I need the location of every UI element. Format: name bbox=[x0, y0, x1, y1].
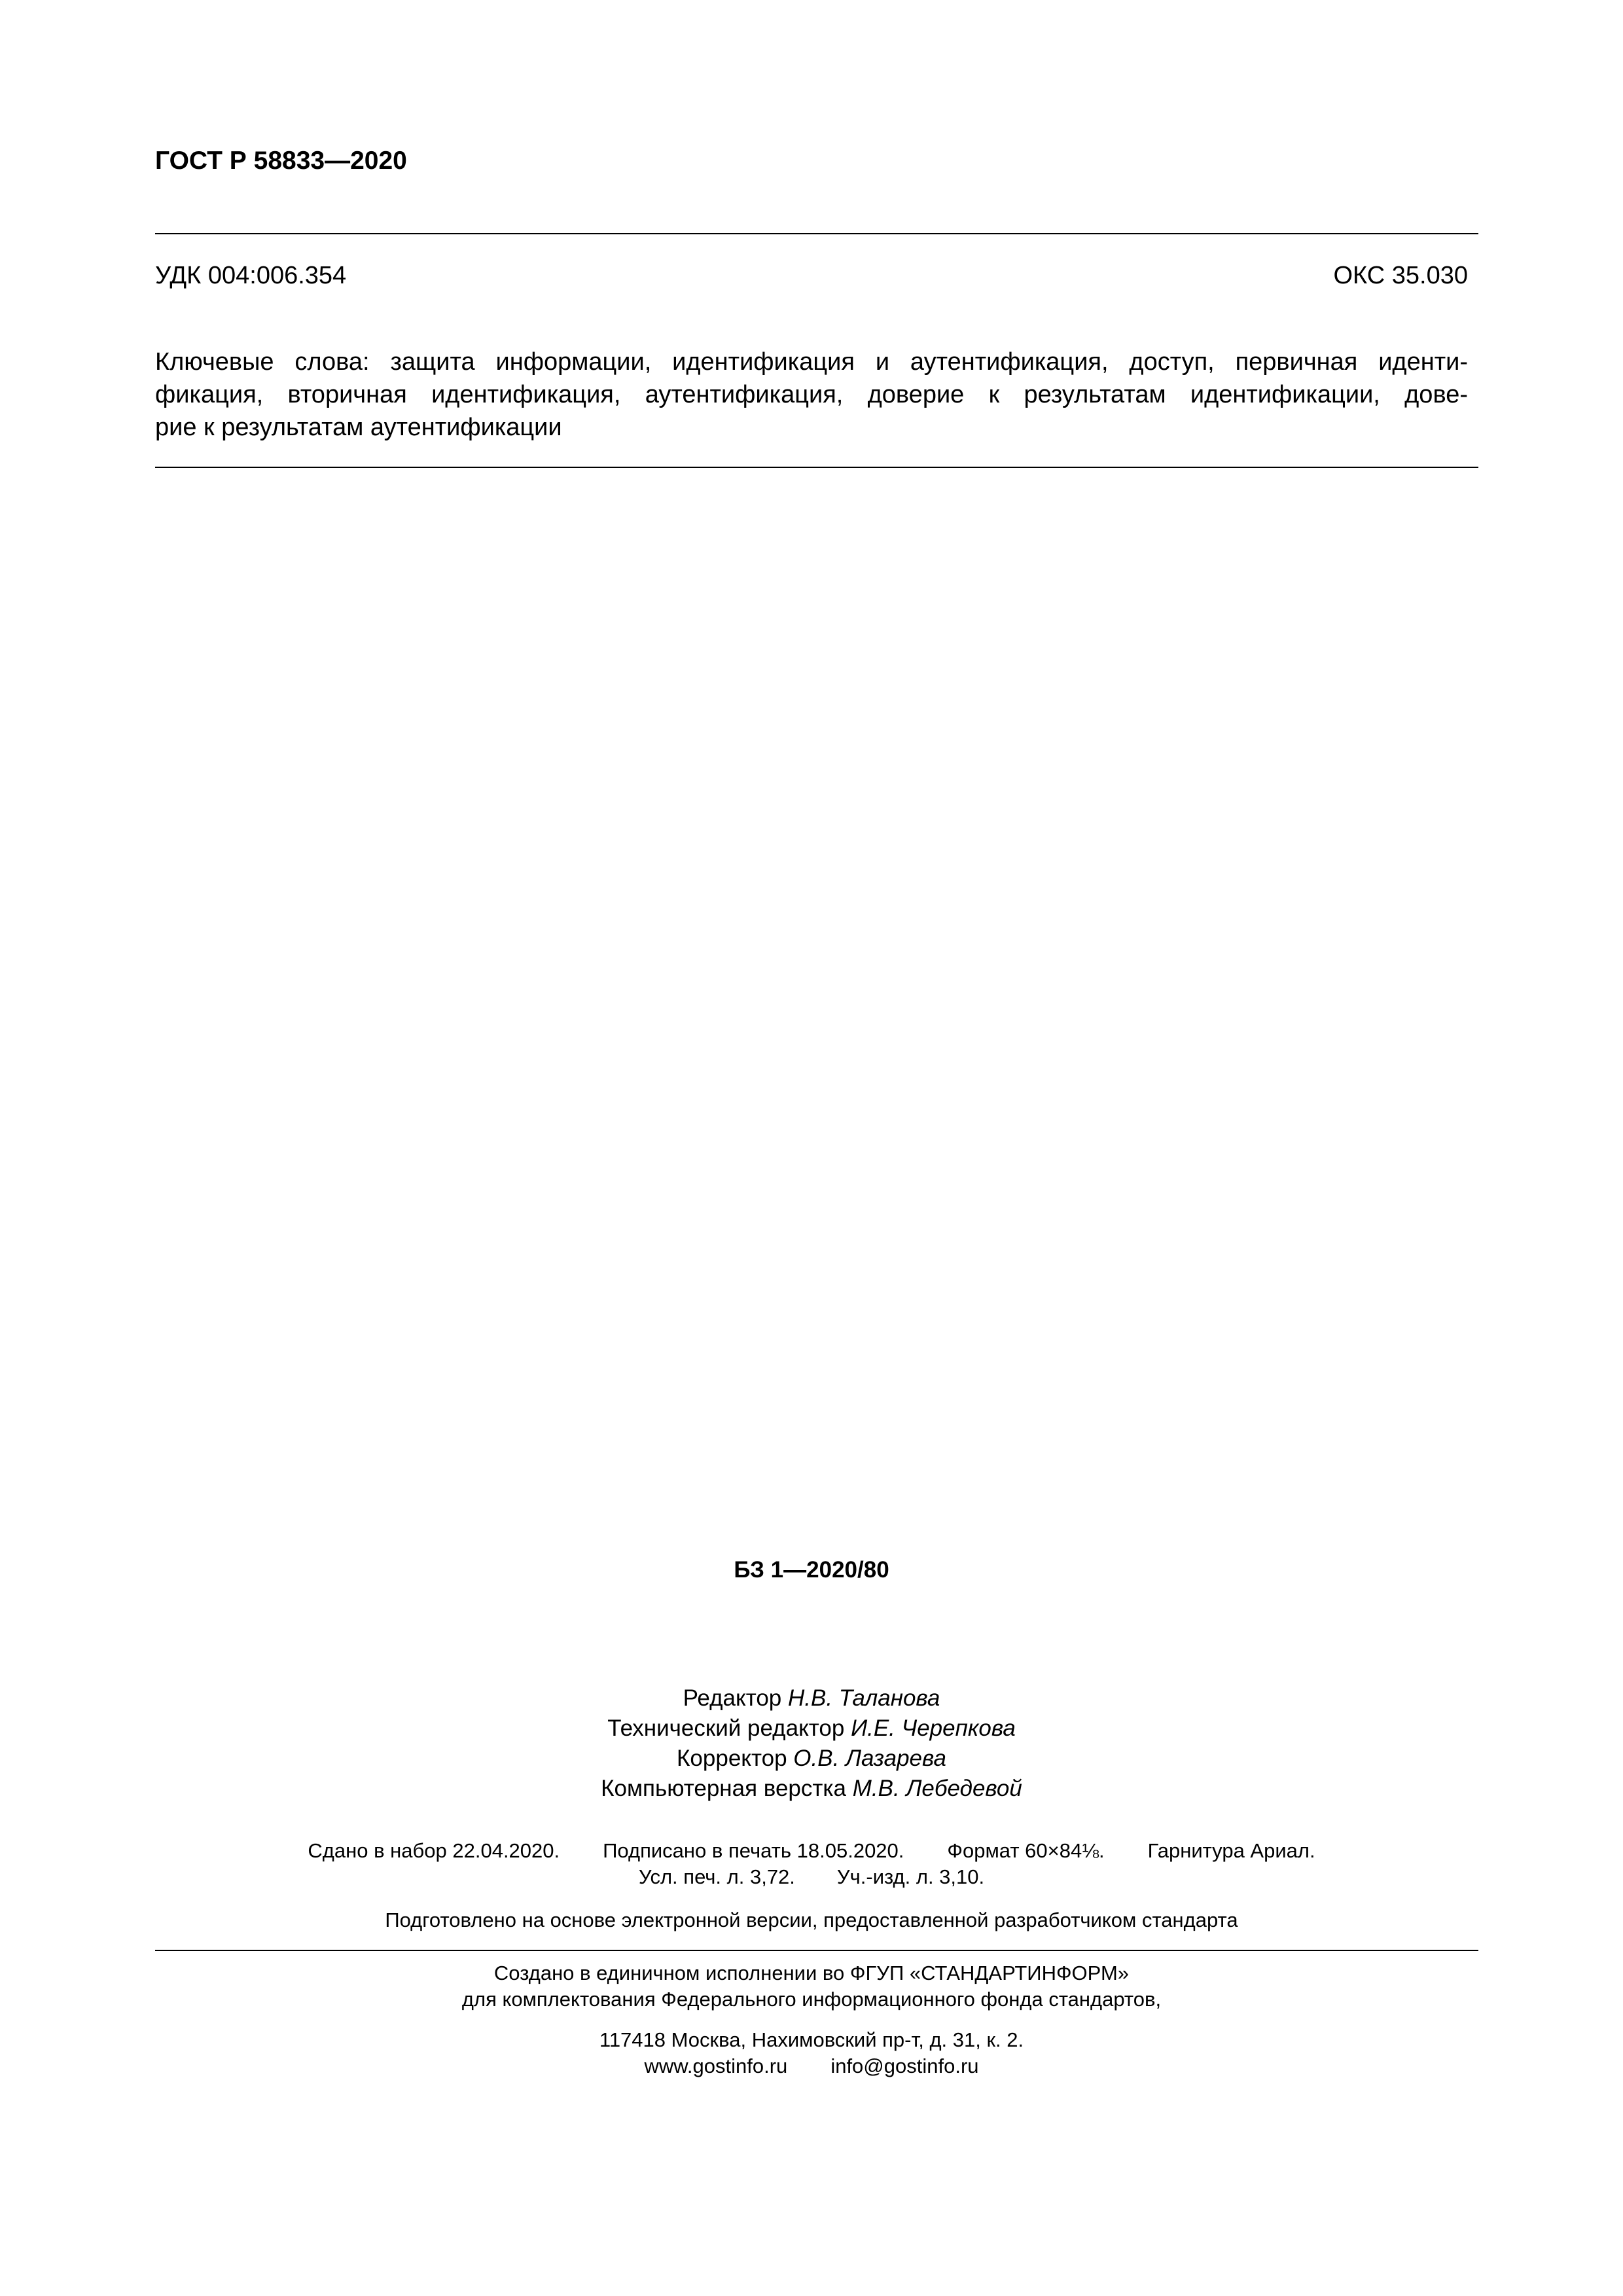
tech-editor-name: И.Е. Черепкова bbox=[851, 1715, 1016, 1741]
layout-row bbox=[0, 1774, 1623, 1804]
footer-divider bbox=[155, 1950, 1478, 1951]
imprint-row bbox=[0, 1864, 1623, 1890]
document-code: ГОСТ Р 58833—2020 bbox=[155, 147, 407, 175]
print-format: Формат 60×84⅛. bbox=[947, 1839, 1105, 1862]
created-note: Создано в единичном исполнении во ФГУП «СТАНДАРТИНФОРМ» bbox=[493, 1962, 1130, 1984]
imprint-block bbox=[0, 1838, 1623, 1890]
publisher-sheets: Уч.-изд. л. 3,10. bbox=[836, 1865, 985, 1888]
submitted-date: Сдано в набор 22.04.2020. bbox=[308, 1839, 560, 1862]
editor-row bbox=[0, 1683, 1623, 1713]
keywords-paragraph bbox=[155, 346, 1468, 444]
bz-number: БЗ 1—2020/80 bbox=[734, 1557, 889, 1583]
typeface: Гарнитура Ариал. bbox=[1147, 1839, 1315, 1862]
email-link[interactable]: info@gostinfo.ru bbox=[830, 2054, 979, 2077]
staff-credits bbox=[0, 1683, 1623, 1804]
corrector-name: О.В. Лазарева bbox=[793, 1746, 946, 1771]
editor-name: Н.В. Таланова bbox=[788, 1685, 940, 1711]
keywords-divider bbox=[155, 467, 1478, 468]
contacts-row bbox=[0, 2053, 1623, 2079]
udk-code: УДК 004:006.354 bbox=[155, 262, 347, 289]
keywords-line: Ключевые слова: защита информации, идентификация и аутентификация, доступ, первичная иденти- bbox=[155, 348, 1468, 376]
publisher-footer bbox=[0, 1960, 1623, 2079]
editor-label: Редактор bbox=[683, 1685, 782, 1711]
layout-label: Компьютерная верстка bbox=[601, 1776, 846, 1801]
layout-name: М.В. Лебедевой bbox=[852, 1776, 1022, 1801]
print-sheets: Усл. печ. л. 3,72. bbox=[638, 1865, 795, 1888]
corrector-row bbox=[0, 1744, 1623, 1774]
signed-date: Подписано в печать 18.05.2020. bbox=[603, 1839, 904, 1862]
corrector-label: Корректор bbox=[677, 1746, 787, 1771]
publisher-address: 117418 Москва, Нахимовский пр-т, д. 31, к. 2. bbox=[599, 2028, 1024, 2051]
top-divider bbox=[155, 233, 1478, 234]
keywords-line: рие к результатам аутентификации bbox=[155, 414, 562, 441]
purpose-note: для комплектования Федерального информационного фонда стандартов, bbox=[461, 1988, 1162, 2011]
imprint-row bbox=[0, 1838, 1623, 1864]
keywords-line: фикация, вторичная идентификация, аутентификация, доверие к результатам идентификации, дове- bbox=[155, 381, 1468, 408]
oks-code: ОКС 35.030 bbox=[1333, 262, 1468, 289]
website-link[interactable]: www.gostinfo.ru bbox=[644, 2054, 788, 2077]
tech-editor-row bbox=[0, 1713, 1623, 1744]
tech-editor-label: Технический редактор bbox=[607, 1715, 845, 1741]
prepared-note: Подготовлено на основе электронной версии, предоставленной разработчиком стандарта bbox=[385, 1909, 1238, 1931]
